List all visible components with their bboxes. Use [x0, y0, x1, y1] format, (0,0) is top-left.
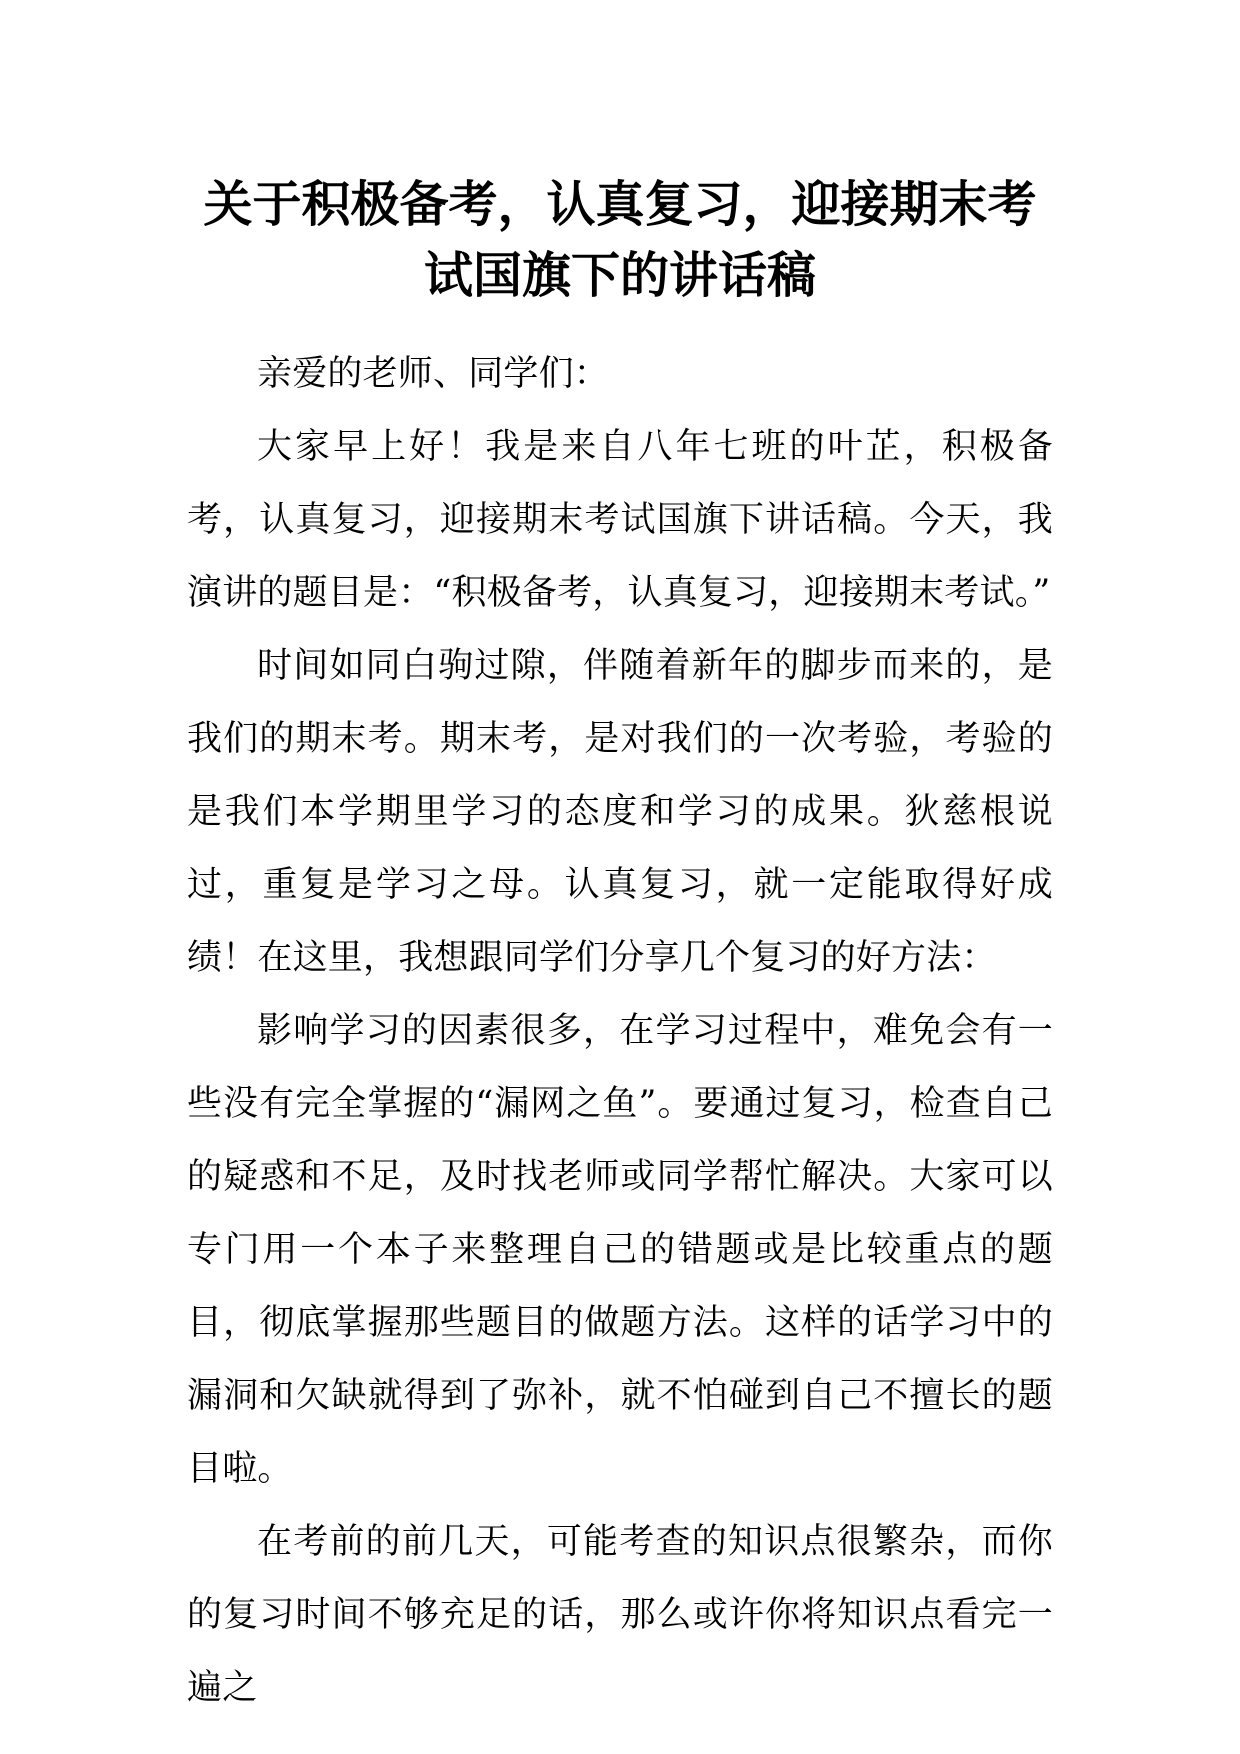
paragraph-introduction: 大家早上好！我是来自八年七班的叶芷，积极备考，认真复习，迎接期末考试国旗下讲话稿。今天，我演讲的题目是：“积极备考，认真复习，迎接期末考试。” — [187, 427, 1053, 613]
paragraph-salutation: 亲爱的老师、同学们： — [257, 354, 610, 394]
paragraph-review-method-2: 在考前的前几天，可能考查的知识点很繁杂，而你的复习时间不够充足的话，那么或许你将知识点看完一遍之 — [187, 1522, 1053, 1708]
document-body — [187, 338, 1053, 1725]
paragraph-review-method-1: 影响学习的因素很多，在学习过程中，难免会有一些没有完全掌握的“漏网之鱼”。要通过复习，检查自己的疑惑和不足，及时找老师或同学帮忙解决。大家可以专门用一个本子来整理自己的错题或是比较重点的题目，彻底掌握那些题目的做题方法。这样的话学习中的漏洞和欠缺就得到了弥补，就不怕碰到自己不擅长的题目啦。 — [187, 1011, 1053, 1489]
document-title-line-2: 试国旗下的讲话稿 — [423, 247, 816, 304]
document-title-line-1: 关于积极备考，认真复习，迎接期末考 — [203, 176, 1037, 233]
paragraph-review-importance: 时间如同白驹过隙，伴随着新年的脚步而来的，是我们的期末考。期末考，是对我们的一次考验，考验的是我们本学期里学习的态度和学习的成果。狄慈根说过，重复是学习之母。认真复习，就一定能取得好成绩！在这里，我想跟同学们分享几个复习的好方法： — [187, 646, 1053, 978]
